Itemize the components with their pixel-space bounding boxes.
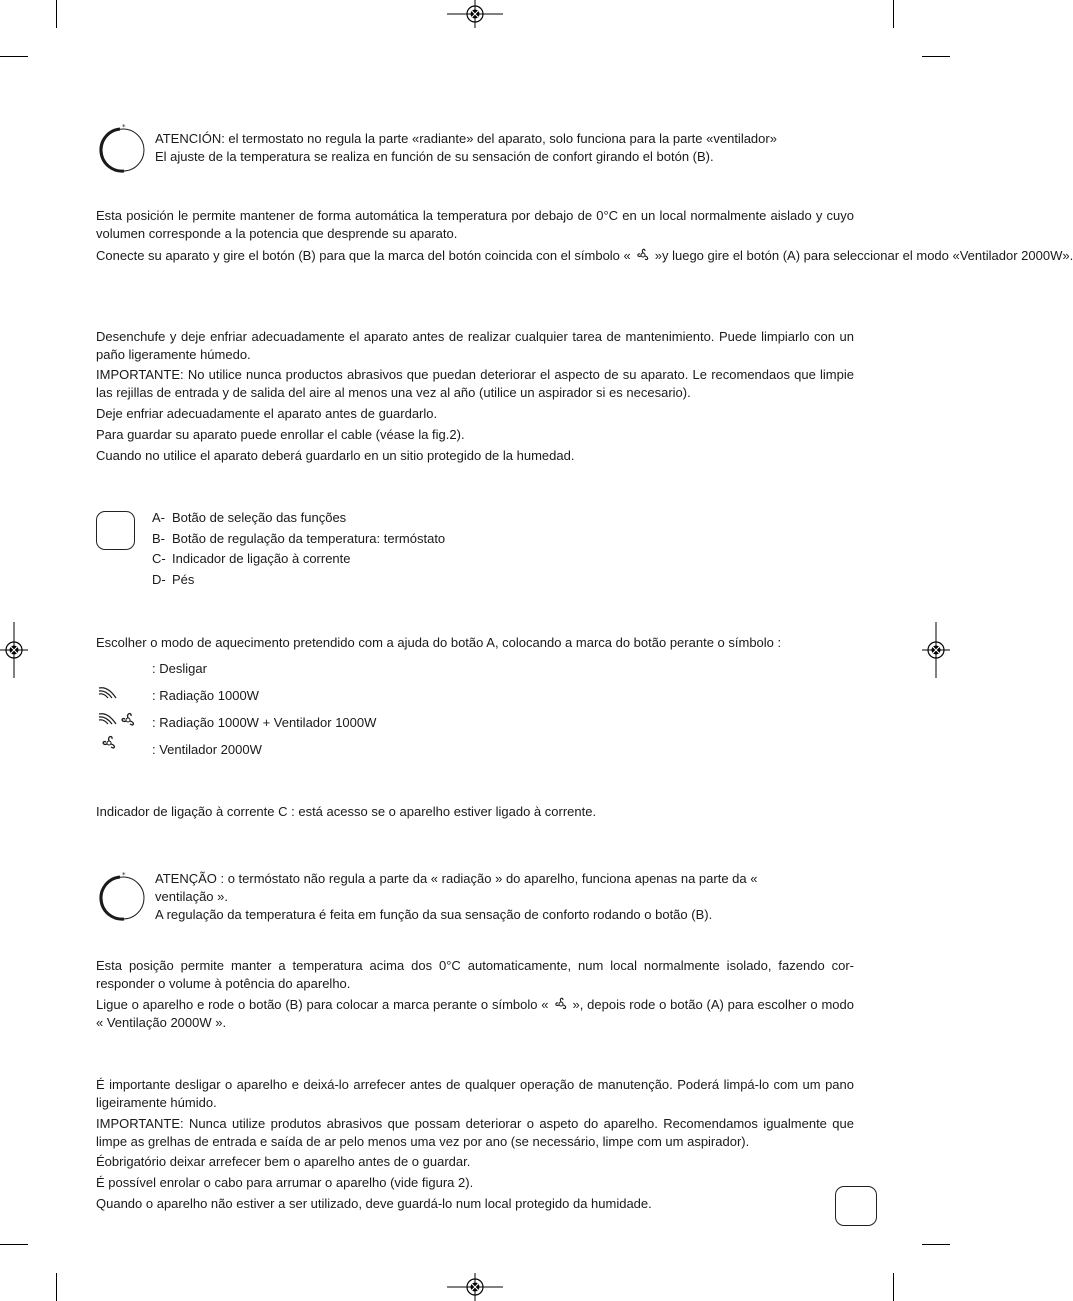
attention-line: ATENÇÃO : o termóstato não regula a parte da « radiação » do aparelho, funciona apenas na parte da « [155, 871, 758, 886]
thermostat-dial-icon [96, 870, 150, 924]
svg-text:*: * [122, 123, 126, 131]
registration-mark-icon [447, 0, 503, 28]
attention-line: A regulação da temperatura é feita em função da sua sensação de conforto rodando o botão (B). [155, 907, 713, 922]
paragraph: IMPORTANTE: No utilice nunca productos abrasivos que puedan deteriorar el aspecto de su aparato. Le recomendaos que limpie las rejillas de entrada y de salida del aire al menos una vez al año (utilice un aspirador si es necesario). [96, 367, 854, 400]
parts-list-item [152, 530, 445, 548]
paragraph: É importante desligar o aparelho e deixá-lo arrefecer antes de qualquer operação de manutenção. Poderá limpá-lo com um pano ligeiramente húmido. [96, 1077, 854, 1110]
snowflake-fan-icon [553, 997, 569, 1011]
mode-item [152, 660, 207, 678]
paragraph [96, 996, 854, 1032]
parts-list-item [152, 571, 194, 589]
page-number-box [835, 1186, 877, 1226]
attention-note-pt [155, 870, 757, 924]
svg-text:*: * [122, 871, 126, 879]
thermostat-dial-icon [96, 123, 150, 175]
registration-mark-icon [0, 622, 28, 678]
registration-mark-icon [447, 1273, 503, 1301]
attention-note-es [155, 130, 777, 166]
paragraph: Deje enfriar adecuadamente el aparato antes de guardarlo. [96, 406, 438, 421]
snowflake-fan-icon [635, 248, 651, 262]
mode-item [152, 741, 262, 759]
attention-line: ATENCIÓN: el termostato no regula la parte «radiante» del aparato, solo funciona para la parte «ventilador» [155, 131, 777, 146]
mode-item [152, 687, 259, 705]
section-number-box [96, 511, 135, 550]
part-label: Indicador de ligação à corrente [172, 551, 351, 566]
paragraph: Escolher o modo de aquecimento pretendido com a ajuda do botão A, colocando a marca do botão perante o símbolo : [96, 635, 782, 650]
part-label: Botão de seleção das funções [172, 510, 347, 525]
paragraph: Esta posição permite manter a temperatura acima dos 0°C automaticamente, num local normalmente isolado, fazendo cor-responder o volume à potência do aparelho. [96, 958, 854, 991]
part-label: Botão de regulação da temperatura: termóstato [172, 531, 446, 546]
parts-list-item [152, 509, 346, 527]
mode-item [152, 714, 376, 732]
text-fragment: Ligue o aparelho e rode o botão (B) para colocar a marca perante o símbolo « [96, 997, 549, 1012]
part-letter: B- [152, 531, 165, 546]
text-fragment: »y luego gire el botón (A) para seleccionar el modo «Ventilador 2000W». [654, 248, 1073, 263]
mode-label: : Radiação 1000W [152, 688, 259, 703]
paragraph: Para guardar su aparato puede enrollar el cable (véase la fig.2). [96, 427, 465, 442]
parts-list-item [152, 550, 351, 568]
paragraph: Quando o aparelho não estiver a ser utilizado, deve guardá-lo num local protegido da humidade. [96, 1196, 652, 1211]
part-letter: D- [152, 572, 166, 587]
radiant-icon [98, 686, 118, 700]
attention-line: ventilação ». [155, 889, 228, 904]
mode-label: : Ventilador 2000W [152, 742, 262, 757]
part-letter: C- [152, 551, 166, 566]
paragraph [96, 247, 1073, 265]
paragraph: É possível enrolar o cabo para arrumar o aparelho (vide figura 2). [96, 1175, 474, 1190]
paragraph: Esta posición le permite mantener de forma automática la temperatura por debajo de 0°C en un local normalmente aislado y cuyo volumen corresponde a la potencia que desprende su aparato. [96, 208, 854, 241]
part-letter: A- [152, 510, 165, 525]
paragraph: Cuando no utilice el aparato deberá guardarlo en un sitio protegido de la humedad. [96, 448, 575, 463]
text-fragment: Conecte su aparato y gire el botón (B) para que la marca del botón coincida con el símbolo « [96, 248, 631, 263]
mode-label: : Desligar [152, 661, 207, 676]
paragraph: Indicador de ligação à corrente C : está acesso se o aparelho estiver ligado à corrente. [96, 804, 597, 819]
mode-label: : Radiação 1000W + Ventilador 1000W [152, 715, 377, 730]
fan-icon [100, 734, 118, 752]
part-label: Pés [172, 572, 195, 587]
paragraph: Desenchufe y deje enfriar adecuadamente el aparato antes de realizar cualquier tarea de mantenimiento. Puede limpiarlo con un paño ligeramente húmedo. [96, 329, 854, 362]
attention-line: El ajuste de la temperatura se realiza en función de su sensación de confort girando el botón (B). [155, 149, 714, 164]
text-fragment: », depois rode o botão (A) para escolher o modo « Ventilação 2000W ». [96, 997, 854, 1030]
registration-mark-icon [922, 622, 950, 678]
paragraph: IMPORTANTE: Nunca utilize produtos abrasivos que possam deteriorar o aspeto do aparelho. Recomendamos igualmente que limpe as grelhas de entrada e saída de ar pelo menos uma vez por ano (se necessário, limpe com um aspirador). [96, 1116, 854, 1149]
paragraph: Éobrigatório deixar arrefecer bem o aparelho antes de o guardar. [96, 1154, 471, 1169]
radiant-fan-icon [98, 711, 138, 729]
